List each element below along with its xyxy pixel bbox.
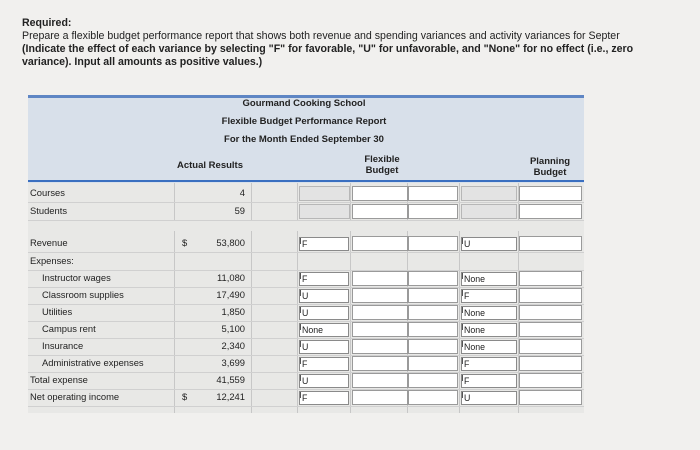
variance-value: None <box>464 274 486 284</box>
instructions <box>22 17 698 69</box>
col-planning-line1: Planning <box>529 156 571 167</box>
actual-value: 11,080 <box>217 272 245 283</box>
amount-input[interactable] <box>352 373 408 388</box>
activity-input[interactable] <box>352 204 408 219</box>
row-label: Courses <box>30 187 65 198</box>
row-rule <box>28 287 584 288</box>
amount-input[interactable] <box>408 236 458 251</box>
actual-value: 17,490 <box>216 289 245 300</box>
amount-input[interactable] <box>408 356 458 371</box>
variance-value: None <box>302 325 324 335</box>
actual-value: 5,100 <box>221 323 245 334</box>
divider <box>459 183 460 413</box>
row-rule <box>28 372 584 373</box>
col-actual-results: Actual Results <box>177 160 243 171</box>
row-label: Net operating income <box>30 391 120 402</box>
variance-select-activity[interactable] <box>461 374 517 388</box>
amount-input[interactable] <box>352 288 408 303</box>
amount-input[interactable] <box>408 339 458 354</box>
amount-input[interactable] <box>519 288 582 303</box>
actual-value: 12,241 <box>216 391 245 402</box>
variance-value: F <box>464 359 470 369</box>
actual-value: 53,800 <box>216 237 245 248</box>
row-rule <box>28 338 584 339</box>
variance-value: F <box>464 376 470 386</box>
instruction-line-3: variance). Input all amounts as positive values.) <box>22 56 263 68</box>
amount-input[interactable] <box>408 271 458 286</box>
actual-input-cell <box>249 186 251 200</box>
actual-input-cell <box>249 356 251 370</box>
activity-input[interactable] <box>408 186 458 201</box>
col-flexible-line1: Flexible <box>364 154 400 165</box>
activity-input[interactable] <box>352 186 408 201</box>
report-title-school: Gourmand Cooking School <box>242 98 366 109</box>
variance-value: None <box>464 325 486 335</box>
variance-value: F <box>302 274 308 284</box>
amount-input[interactable] <box>408 373 458 388</box>
variance-value: F <box>302 239 308 249</box>
amount-input[interactable] <box>519 390 582 405</box>
variance-value: U <box>302 376 309 386</box>
divider <box>297 183 298 413</box>
variance-select-revenue-spending[interactable] <box>299 323 349 337</box>
amount-input[interactable] <box>352 271 408 286</box>
variance-value: U <box>464 239 471 249</box>
variance-select-revenue-spending[interactable] <box>299 237 349 251</box>
dollar-sign: $ <box>182 237 188 248</box>
variance-select-revenue-spending[interactable] <box>299 289 349 303</box>
variance-select-revenue-spending[interactable] <box>299 340 349 354</box>
row-label: Total expense <box>30 374 88 385</box>
col-planning-line2: Budget <box>533 167 567 178</box>
variance-select-revenue-spending[interactable] <box>299 374 349 388</box>
activity-input <box>461 186 517 201</box>
activity-input <box>461 204 517 219</box>
header-bottom-rule <box>28 180 584 182</box>
row-label: Instructor wages <box>42 272 111 283</box>
amount-input[interactable] <box>408 390 458 405</box>
report-title-name: Flexible Budget Performance Report <box>221 116 387 127</box>
report-title-period: For the Month Ended September 30 <box>224 134 384 145</box>
variance-value: None <box>464 308 486 318</box>
row-label: Utilities <box>42 306 73 317</box>
variance-select-activity[interactable] <box>461 289 517 303</box>
actual-value: 4 <box>239 187 245 198</box>
amount-input[interactable] <box>352 339 408 354</box>
col-flexible-budget <box>350 154 414 176</box>
amount-input[interactable] <box>519 305 582 320</box>
amount-input[interactable] <box>519 271 582 286</box>
row-rule <box>28 202 584 203</box>
row-separator <box>28 221 584 231</box>
variance-select-activity[interactable] <box>461 323 517 337</box>
row-label: Administrative expenses <box>42 357 144 368</box>
activity-input[interactable] <box>519 204 582 219</box>
required-heading: Required: <box>22 17 72 29</box>
actual-input-cell <box>249 236 251 250</box>
activity-input <box>299 186 350 201</box>
actual-input-cell <box>249 322 251 336</box>
instruction-line-1: Prepare a flexible budget performance report that shows both revenue and spending variances and activity variances for Septer <box>22 30 620 42</box>
variance-value: F <box>464 291 470 301</box>
row-label: Expenses: <box>30 255 74 266</box>
variance-select-activity[interactable] <box>461 237 517 251</box>
variance-select-activity[interactable] <box>461 391 517 405</box>
variance-value: F <box>302 359 308 369</box>
amount-input[interactable] <box>408 288 458 303</box>
actual-value: 59 <box>234 205 245 216</box>
amount-input[interactable] <box>519 322 582 337</box>
row-rule <box>28 304 584 305</box>
amount-input[interactable] <box>352 390 408 405</box>
actual-input-cell <box>249 288 251 302</box>
row-rule <box>28 252 584 253</box>
row-label: Classroom supplies <box>42 289 124 300</box>
actual-input-cell <box>249 339 251 353</box>
variance-select-activity[interactable] <box>461 340 517 354</box>
actual-value: 2,340 <box>221 340 245 351</box>
amount-input[interactable] <box>519 339 582 354</box>
row-label: Revenue <box>30 237 68 248</box>
amount-input[interactable] <box>352 356 408 371</box>
activity-input <box>299 204 350 219</box>
actual-value: 41,559 <box>216 374 245 385</box>
variance-select-revenue-spending[interactable] <box>299 391 349 405</box>
row-rule <box>28 389 584 390</box>
divider <box>174 183 175 413</box>
variance-select-revenue-spending[interactable] <box>299 306 349 320</box>
amount-input[interactable] <box>352 236 408 251</box>
actual-input-cell <box>249 305 251 319</box>
actual-input-cell <box>249 271 251 285</box>
row-label: Students <box>30 205 68 216</box>
variance-select-revenue-spending[interactable] <box>299 272 349 286</box>
variance-select-revenue-spending[interactable] <box>299 357 349 371</box>
variance-value: U <box>302 291 309 301</box>
variance-select-activity[interactable] <box>461 357 517 371</box>
col-planning-budget <box>518 156 582 178</box>
amount-input[interactable] <box>352 322 408 337</box>
dollar-sign: $ <box>182 391 188 402</box>
variance-value: U <box>464 393 471 403</box>
activity-input[interactable] <box>408 204 458 219</box>
amount-input[interactable] <box>519 356 582 371</box>
amount-input[interactable] <box>408 322 458 337</box>
divider <box>251 183 252 413</box>
variance-select-activity[interactable] <box>461 306 517 320</box>
actual-input-cell <box>249 390 251 404</box>
variance-value: U <box>302 342 309 352</box>
col-flexible-line2: Budget <box>365 165 399 176</box>
amount-input[interactable] <box>352 305 408 320</box>
performance-report-table <box>28 95 584 413</box>
row-rule <box>28 321 584 322</box>
actual-value: 1,850 <box>221 306 245 317</box>
row-rule <box>28 220 584 221</box>
row-label: Campus rent <box>42 323 96 334</box>
variance-value: F <box>302 393 308 403</box>
row-rule <box>28 406 584 407</box>
actual-input-cell <box>249 373 251 387</box>
actual-value: 3,699 <box>221 357 245 368</box>
divider <box>350 183 351 413</box>
variance-value: U <box>302 308 309 318</box>
row-rule <box>28 270 584 271</box>
activity-input[interactable] <box>519 186 582 201</box>
amount-input[interactable] <box>408 305 458 320</box>
variance-value: None <box>464 342 486 352</box>
row-rule <box>28 355 584 356</box>
variance-select-activity[interactable] <box>461 272 517 286</box>
amount-input[interactable] <box>519 373 582 388</box>
amount-input[interactable] <box>519 236 582 251</box>
instruction-line-2: (Indicate the effect of each variance by selecting "F" for favorable, "U" for unfavorable, and "None" for no effect (i.e., zero <box>22 43 634 55</box>
row-label: Insurance <box>42 340 84 351</box>
